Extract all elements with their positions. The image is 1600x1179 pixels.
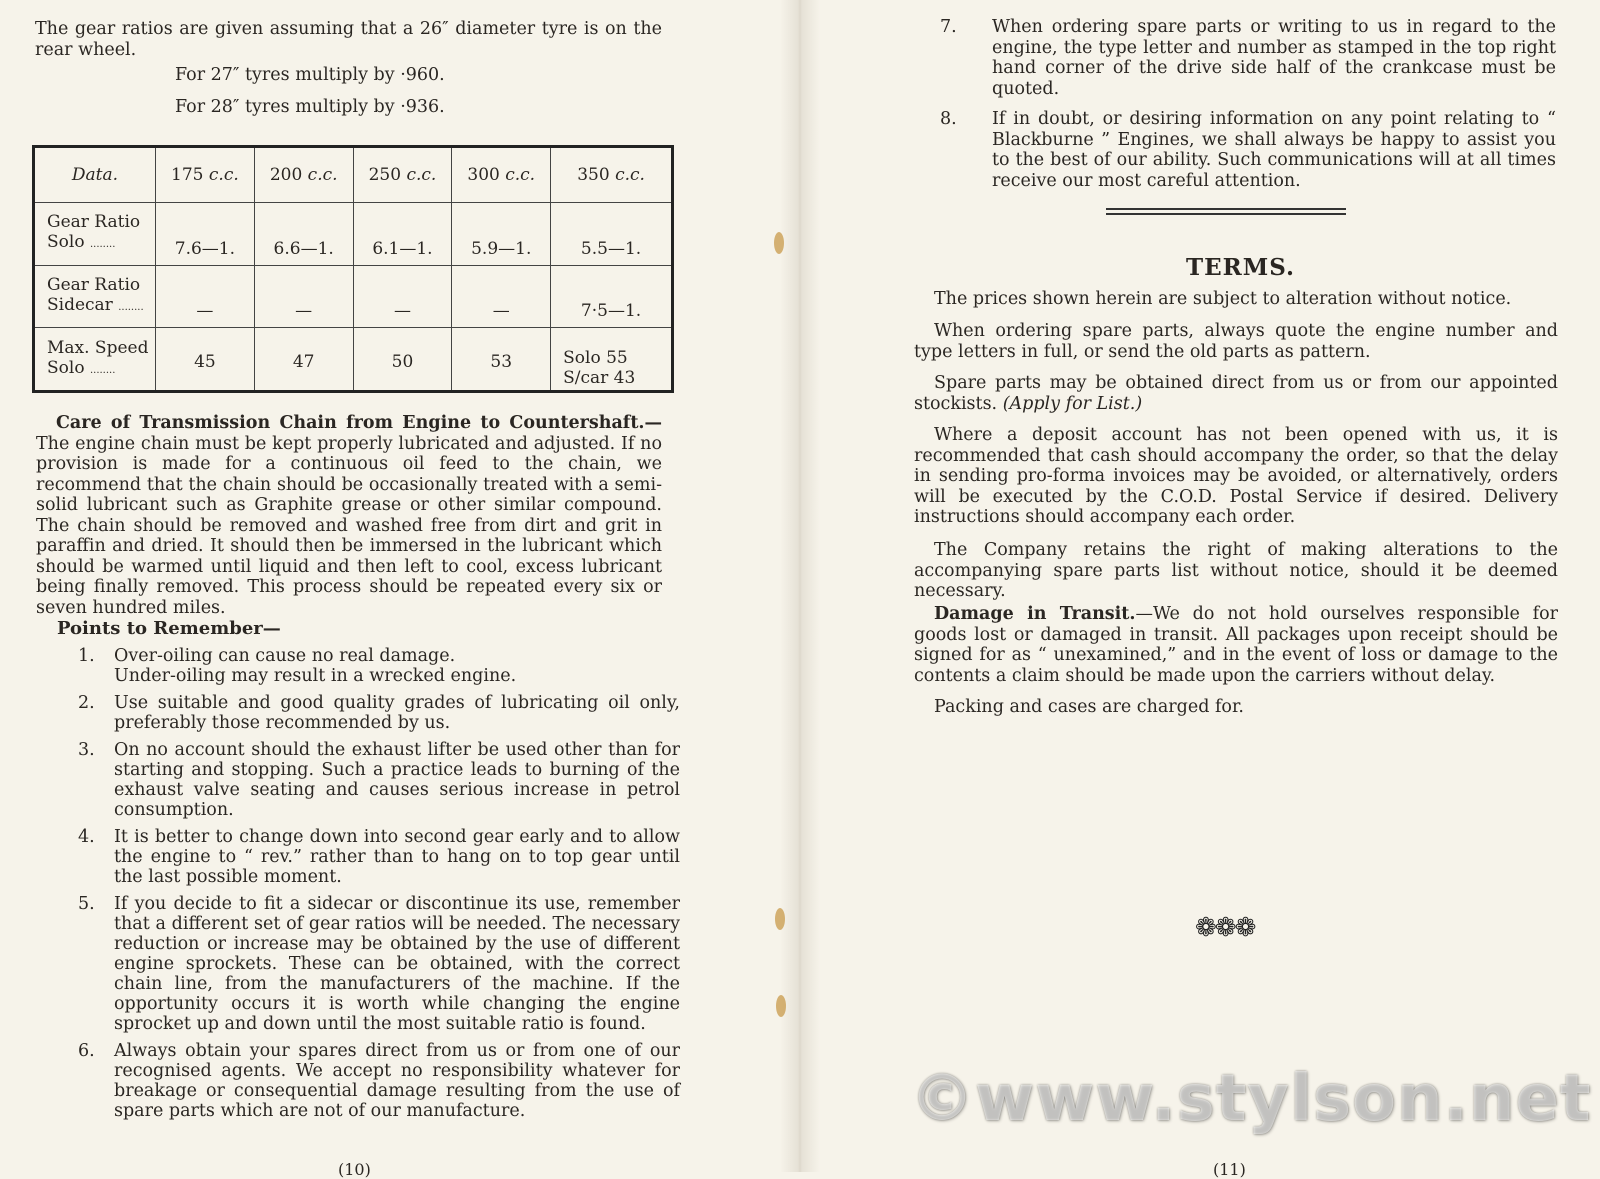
item-number: 4. [78, 827, 95, 847]
row-label: Gear Ratio Solo ........ [34, 203, 156, 266]
item-text: On no account should the exhaust lifter be used other than for starting and stopping. Such a practice leads to burning of the exhaust valve seating and causes serious increase in petrol consumption. [114, 740, 680, 820]
item-number: 5. [78, 894, 95, 914]
row-label-line1: Max. Speed [47, 337, 149, 358]
item-number: 3. [78, 740, 95, 760]
column-unit: c.c. [505, 165, 536, 185]
column-size: 175 [171, 165, 204, 185]
column-size: 350 [577, 165, 610, 185]
table-row-max-speed [34, 328, 673, 392]
table-cell: 50 [353, 328, 452, 392]
terms-paragraph: Where a deposit account has not been opened with us, it is recommended that cash should accompany the order, so that the delay in sending pro-forma invoices may be avoided, or alternatively, orders will be executed by the C.O.D. Postal Service if desired. Delivery instructions should accompany each order. [914, 425, 1558, 527]
column-unit: c.c. [208, 165, 239, 185]
column-size: 200 [269, 165, 303, 185]
item-text: Always obtain your spares direct from us or from one of our recognised agents. We accept no responsibility whatever for breakage or consequential damage resulting from the use of spare parts which are not of our manufacture. [114, 1041, 680, 1121]
item-number: 1. [78, 646, 95, 666]
item-number: 7. [940, 17, 957, 37]
item-number: 8. [940, 109, 957, 129]
damage-body: —We do not hold ourselves responsible for goods lost or damaged in transit. All packages upon receipt should be signed for as “ unexamined,” and in the event of loss or damage to the contents a claim should be made upon the carriers without delay. [914, 604, 1558, 686]
flower-ornament-icon: ❁❁❁ [1195, 913, 1255, 943]
care-heading: Care of Transmission Chain from Engine to Countershaft.— [56, 413, 662, 433]
table-cell: 7·5—1. [551, 265, 673, 328]
intro-paragraph: The gear ratios are given assuming that a 26″ diameter tyre is on the rear wheel. [35, 19, 662, 60]
divider-rule [1106, 208, 1346, 210]
item-text: Over-oiling can cause no real damage. [114, 646, 456, 666]
table-row-gear-sidecar [34, 265, 673, 328]
table-cell [551, 328, 673, 392]
note-27-inch: For 27″ tyres multiply by ·960. [175, 65, 445, 85]
table-cell: 47 [254, 328, 353, 392]
points-heading: Points to Remember— [57, 618, 281, 639]
table-cell: 53 [452, 328, 551, 392]
row-label-line1: Gear Ratio [47, 274, 141, 295]
care-paragraph [36, 413, 662, 618]
table-header-row [34, 147, 673, 203]
table-column-header [254, 147, 353, 203]
table-column-header [156, 147, 255, 203]
terms-paragraph [914, 373, 1558, 414]
page-number: (10) [338, 1160, 371, 1179]
table-cell: — [353, 265, 452, 328]
terms-title: TERMS. [1186, 254, 1296, 281]
terms-text: Spare parts may be obtained direct from us or from our appointed stockists. [914, 373, 1558, 414]
care-body: The engine chain must be kept properly lubricated and adjusted. If no provision is made for a continuous oil feed to the chain, we recommend that the chain should be occasionally treated with a semi-solid lubricant such as Graphite grease or other similar compound. The chain should be removed and washed free from dirt and grit in paraffin and dried. It should then be immersed in the lubricant which should be warmed until liquid and then left to cool, excess lubricant being finally removed. This process should be repeated every six or seven hundred miles. [36, 433, 662, 618]
table-row-gear-solo [34, 203, 673, 266]
list-item [40, 740, 680, 820]
item-number: 2. [78, 693, 95, 713]
page-number: (11) [1213, 1160, 1246, 1179]
terms-paragraph: When ordering spare parts, always quote the engine number and type letters in full, or send the old parts as pattern. [914, 321, 1558, 362]
column-size: 300 [467, 165, 500, 185]
row-label-line2: Solo [47, 232, 85, 253]
list-item [930, 109, 1556, 191]
column-unit: c.c. [406, 165, 437, 185]
gear-ratio-table [32, 145, 674, 393]
item-text: If you decide to fit a sidecar or discontinue its use, remember that a different set of gear ratios will be needed. The necessary reduction or increase may be obtained by the use of different engine sprockets. These can be obtained, with the correct chain line, from the manufacturers of the machine. If the opportunity occurs it is worth while changing the engine sprocket up and down until the most suitable ratio is found. [114, 894, 680, 1034]
table-cell: — [452, 265, 551, 328]
table-header-label: Data. [34, 147, 156, 203]
table-cell: — [254, 265, 353, 328]
row-label: Gear Ratio Sidecar ........ [34, 265, 156, 328]
points-list [40, 646, 680, 1128]
table-column-header [551, 147, 673, 203]
damage-heading: Damage in Transit. [934, 604, 1136, 624]
right-points-list [930, 17, 1556, 201]
table-cell: 45 [156, 328, 255, 392]
item-text: If in doubt, or desiring information on any point relating to “ Blackburne ” Engines, we shall always be happy to assist you to the best of our ability. Such communications will at all times receive our most careful attention. [992, 109, 1556, 191]
table-cell: 6.6—1. [254, 203, 353, 266]
list-item [40, 827, 680, 887]
item-text: Use suitable and good quality grades of lubricating oil only, preferably those recommended by us. [114, 693, 680, 733]
row-label-line2: Solo [47, 357, 85, 378]
watermark: ©www.stylson.net [910, 1062, 1592, 1136]
item-number: 6. [78, 1041, 95, 1061]
terms-italic-note: (Apply for List.) [1002, 393, 1143, 414]
note-28-inch: For 28″ tyres multiply by ·936. [175, 97, 445, 117]
table-cell: 5.5—1. [551, 203, 673, 266]
terms-paragraph: The prices shown herein are subject to alteration without notice. [934, 289, 1512, 309]
list-item [40, 1041, 680, 1121]
item-text: It is better to change down into second gear early and to allow the engine to “ rev.” rather than to hang on to top gear until the last possible moment. [114, 827, 680, 887]
damage-paragraph [914, 604, 1558, 686]
column-size: 250 [368, 165, 402, 185]
list-item [930, 17, 1556, 99]
table-cell: — [156, 265, 255, 328]
terms-paragraph: The Company retains the right of making alterations to the accompanying spare parts list without notice, should it be deemed necessary. [914, 540, 1558, 601]
list-item [40, 894, 680, 1034]
packing-paragraph: Packing and cases are charged for. [934, 697, 1244, 717]
list-item [40, 693, 680, 733]
item-text: When ordering spare parts or writing to us in regard to the engine, the type letter and number as stamped in the top right hand corner of the drive side half of the crankcase must be quoted. [992, 17, 1556, 99]
row-label-line2: Sidecar [47, 294, 113, 315]
table-column-header [452, 147, 551, 203]
cell-line: Solo 55 [563, 348, 628, 368]
column-unit: c.c. [307, 165, 338, 185]
column-unit: c.c. [615, 165, 645, 185]
list-item [40, 646, 680, 686]
table-cell: 6.1—1. [353, 203, 452, 266]
table-cell: 7.6—1. [156, 203, 255, 266]
table-column-header [353, 147, 452, 203]
row-label: Max. Speed Solo ........ [34, 328, 156, 392]
row-label-line1: Gear Ratio [47, 212, 141, 233]
cell-line: S/car 43 [563, 368, 636, 388]
item-text: Under-oiling may result in a wrecked engine. [114, 666, 517, 686]
divider-rule [1106, 213, 1346, 215]
table-cell: 5.9—1. [452, 203, 551, 266]
